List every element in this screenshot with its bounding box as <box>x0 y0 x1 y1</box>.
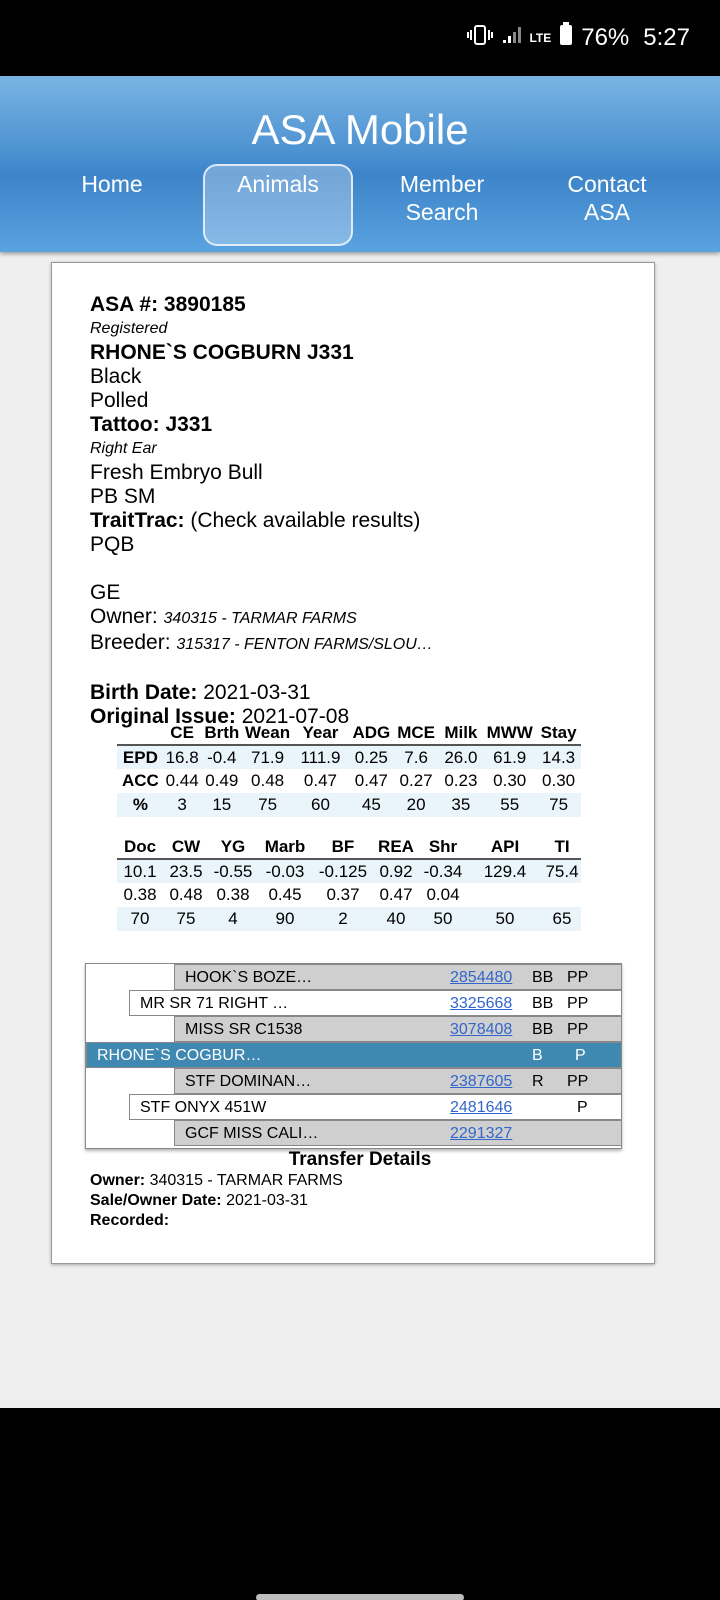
tattoo-value: J331 <box>165 413 213 436</box>
asa-number-line: ASA #: 3890185 <box>90 293 246 316</box>
nav-animals[interactable]: Animals <box>203 164 353 246</box>
registration-link[interactable]: 2481646 <box>450 1099 513 1116</box>
pedigree-row-sire-sire: HOOK`S BOZE… 2854480 BB PP <box>174 964 622 990</box>
clock: 5:27 <box>643 23 690 51</box>
original-issue-line: Original Issue: 2021-07-08 <box>90 705 350 728</box>
transfer-details <box>90 1149 630 1231</box>
transfer-recorded: Recorded: <box>90 1212 170 1229</box>
owner-value: 340315 - TARMAR FARMS <box>163 610 357 627</box>
app-header <box>0 76 720 252</box>
animal-name: RHONE`S COGBURN J331 <box>90 341 354 364</box>
animal-info <box>90 293 630 729</box>
owner-line: Owner: 340315 - TARMAR FARMS <box>90 605 357 628</box>
traittrac-link[interactable]: (Check available results) <box>190 509 421 532</box>
animal-type: Fresh Embryo Bull <box>90 461 263 484</box>
battery-percent: 76% <box>581 23 630 51</box>
app-title: ASA Mobile <box>251 106 469 153</box>
battery-icon <box>559 22 573 53</box>
animal-breed: PB SM <box>90 485 156 508</box>
main-nav <box>0 166 720 250</box>
registration-link[interactable]: 3078408 <box>450 1021 513 1038</box>
table-row: EPD 16.8 -0.4 71.9 111.9 0.25 7.6 26.0 61.9 14.3 <box>117 745 581 769</box>
original-issue-date: 2021-07-08 <box>241 705 350 728</box>
registration-link[interactable]: 2387605 <box>450 1073 513 1090</box>
pedigree-row-dam-dam: GCF MISS CALI… 2291327 <box>174 1120 622 1146</box>
pedigree-row-dam-sire: STF DOMINAN… 2387605 R PP <box>174 1068 622 1094</box>
pedigree-row-sire: MR SR 71 RIGHT … 3325668 BB PP <box>129 990 622 1016</box>
registration-link[interactable]: 3325668 <box>450 995 513 1012</box>
tattoo-line: Tattoo: J331 <box>90 413 213 436</box>
epd-table-production: CE Brth Wean Year ADG MCE Milk MWW Stay EPD 16.8 -0.4 71.9 111.9 0.25 7.6 26.0 61.9 14.3 ACC 0.44 0.49 0.48 0.47 0.47 0.27 0.23 0.30 0.30 % 3 15 75 60 45 20 35 55 75 <box>117 721 581 817</box>
pedigree-chart <box>85 963 622 1149</box>
registration-status: Registered <box>90 320 168 337</box>
transfer-sale-date: Sale/Owner Date: 2021-03-31 <box>90 1192 308 1209</box>
table-row: % 3 15 75 60 45 20 35 55 75 <box>117 793 581 817</box>
nav-contact-asa[interactable]: Contact ASA <box>567 171 647 225</box>
signal-icon <box>501 24 525 52</box>
tattoo-location: Right Ear <box>90 440 157 457</box>
table-row: 70 75 4 90 2 40 50 50 65 <box>117 907 581 931</box>
system-nav-bar <box>0 1408 720 1600</box>
ge-label: GE <box>90 581 121 604</box>
table-row: 10.1 23.5 -0.55 -0.03 -0.125 0.92 -0.34 129.4 75.4 <box>117 859 581 883</box>
registration-link[interactable]: 2291327 <box>450 1125 513 1142</box>
pedigree-row-subject[interactable]: RHONE`S COGBUR… B P <box>86 1042 622 1068</box>
breeder-value: 315317 - FENTON FARMS/SLOU… <box>176 636 433 653</box>
table-row: 0.38 0.48 0.38 0.45 0.37 0.47 0.04 <box>123 885 460 904</box>
epd-table-carcass: Doc CW YG Marb BF REA Shr API TI 10.1 23.5 -0.55 -0.03 -0.125 0.92 -0.34 129.4 75.4 0.38 0.48 0.38 0.45 0.37 0.47 0.04 70 75 4 90 2 40 50 50 65 <box>117 835 581 931</box>
registration-link[interactable]: 2854480 <box>450 969 513 986</box>
network-type: LTE <box>529 30 552 45</box>
traittrac-line: TraitTrac: (Check available results) <box>90 509 421 532</box>
animal-card <box>51 262 655 1264</box>
breeder-line: Breeder: 315317 - FENTON FARMS/SLOU… <box>90 631 433 654</box>
pqb-label: PQB <box>90 533 135 556</box>
animal-color: Black <box>90 365 142 388</box>
pedigree-row-sire-dam: MISS SR C1538 3078408 BB PP <box>174 1016 622 1042</box>
status-bar <box>0 0 720 76</box>
app-content <box>0 76 720 1408</box>
birth-date-line: Birth Date: 2021-03-31 <box>90 681 311 704</box>
nav-home[interactable]: Home <box>81 171 143 197</box>
pedigree-row-dam: STF ONYX 451W 2481646 P <box>129 1094 622 1120</box>
birth-date: 2021-03-31 <box>203 681 311 704</box>
home-gesture-handle[interactable] <box>256 1594 464 1600</box>
nav-member-search[interactable]: Member Search <box>399 171 485 225</box>
transfer-owner: Owner: 340315 - TARMAR FARMS <box>90 1172 343 1189</box>
table-row: ACC 0.44 0.49 0.48 0.47 0.47 0.27 0.23 0.30 0.30 <box>121 771 576 790</box>
vibrate-icon <box>467 24 493 52</box>
asa-number: 3890185 <box>163 293 246 316</box>
animal-horn: Polled <box>90 389 149 412</box>
transfer-title: Transfer Details <box>288 1149 432 1170</box>
status-icons <box>467 22 690 53</box>
